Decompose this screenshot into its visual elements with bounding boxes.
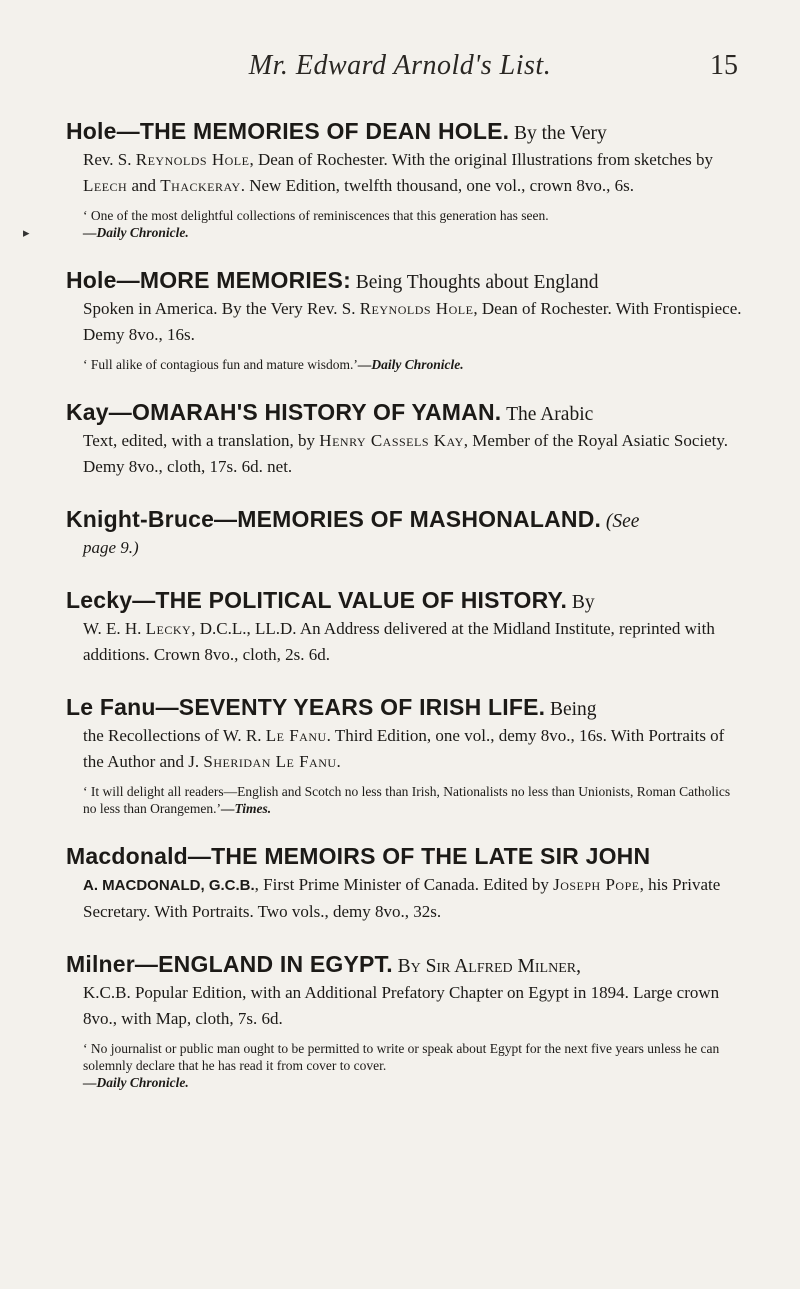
entry-description: page 9.) xyxy=(83,538,139,557)
entry-author: Kay— xyxy=(66,399,132,425)
entry-description: Text, edited, with a translation, by Henry Cassels Kay, Member of the Royal Asiatic Society. Demy 8vo., cloth, 17s. 6d. net. xyxy=(83,431,729,476)
entry-desc-lead: Being xyxy=(549,699,597,720)
entry-description: the Recollections of W. R. Le Fanu. Third Edition, one vol., demy 8vo., 16s. With Portraits of the Author and J. Sheridan Le Fanu. xyxy=(83,726,725,771)
entry-description: A. MACDONALD, G.C.B., First Prime Minister of Canada. Edited by Joseph Pope, his Private Secretary. With Portraits. Two vols., demy 8vo., 32s. xyxy=(83,875,721,921)
entry-desc-lead: The Arabic xyxy=(506,404,594,425)
running-title: Mr. Edward Arnold's List. xyxy=(248,50,552,81)
running-header xyxy=(0,50,800,90)
entry-author: Knight-Bruce— xyxy=(66,506,238,532)
entry-title: SEVENTY YEARS OF IRISH LIFE. xyxy=(178,694,546,720)
book-list xyxy=(66,118,742,1117)
entry-title: ENGLAND IN EGYPT. xyxy=(158,951,393,977)
entry-review: ‘ Full alike of contagious fun and mature wisdom.’—Daily Chronicle. xyxy=(83,357,464,372)
review-source: —Daily Chronicle. xyxy=(83,225,189,240)
entry-desc-lead: By Sir Alfred Milner, xyxy=(397,956,581,977)
entry-title: MEMORIES OF MASHONALAND. xyxy=(237,506,602,532)
entry-title: OMARAH'S HISTORY OF YAMAN. xyxy=(132,399,502,425)
book-entry xyxy=(66,951,742,1091)
entry-author: Milner— xyxy=(66,951,159,977)
entry-description: K.C.B. Popular Edition, with an Additional Prefatory Chapter on Egypt in 1894. Large crown 8vo., with Map, cloth, 7s. 6d. xyxy=(83,983,720,1028)
page-number: 15 xyxy=(710,50,738,81)
entry-author: Le Fanu— xyxy=(66,694,179,720)
book-entry xyxy=(66,118,742,241)
book-entry xyxy=(66,843,742,925)
entry-review: ‘ It will delight all readers—English and Scotch no less than Irish, Nationalists no less than Unionists, Roman Catholics no less than Orangemen.’—Times. xyxy=(83,784,731,816)
entry-author: Hole— xyxy=(66,267,140,293)
entry-review: ‘ One of the most delightful collections of reminiscences that this generation has seen. —Daily Chronicle. xyxy=(83,208,549,240)
review-source: —Times. xyxy=(220,801,272,816)
entry-desc-lead: By xyxy=(571,592,595,613)
book-entry xyxy=(66,399,742,480)
book-entry xyxy=(66,587,742,668)
entry-description: W. E. H. Lecky, D.C.L., LL.D. An Address delivered at the Midland Institute, reprinted with additions. Crown 8vo., cloth, 2s. 6d. xyxy=(83,619,715,664)
entry-title: THE MEMORIES OF DEAN HOLE. xyxy=(139,118,510,144)
entry-author: Lecky— xyxy=(66,587,156,613)
book-entry xyxy=(66,694,742,817)
entry-review: ‘ No journalist or public man ought to be permitted to write or speak about Egypt for the next five years unless he can solemnly declare that he has read it from cover to cover. —Daily Chronicle. xyxy=(83,1041,720,1090)
book-entry xyxy=(66,506,742,561)
entry-author: Macdonald— xyxy=(66,843,212,869)
entry-description: Spoken in America. By the Very Rev. S. Reynolds Hole, Dean of Rochester. With Frontispiece. Demy 8vo., 16s. xyxy=(83,299,742,344)
entry-description: Rev. S. Reynolds Hole, Dean of Rochester. With the original Illustrations from sketches by Leech and Thackeray. New Edition, twelfth thousand, one vol., crown 8vo., 6s. xyxy=(83,150,714,195)
review-source: —Daily Chronicle. xyxy=(83,1075,189,1090)
entry-author: Hole— xyxy=(66,118,140,144)
entry-desc-lead: (See xyxy=(605,511,640,532)
entry-title: THE MEMOIRS OF THE LATE SIR JOHN xyxy=(211,843,651,869)
entry-desc-lead: Being Thoughts about England xyxy=(355,272,599,293)
entry-title: THE POLITICAL VALUE OF HISTORY. xyxy=(155,587,568,613)
margin-mark: ▸ xyxy=(23,225,30,240)
review-source: —Daily Chronicle. xyxy=(357,357,464,372)
entry-title: MORE MEMORIES: xyxy=(139,267,351,293)
entry-desc-lead: By the Very xyxy=(513,123,607,144)
book-entry xyxy=(66,267,742,373)
